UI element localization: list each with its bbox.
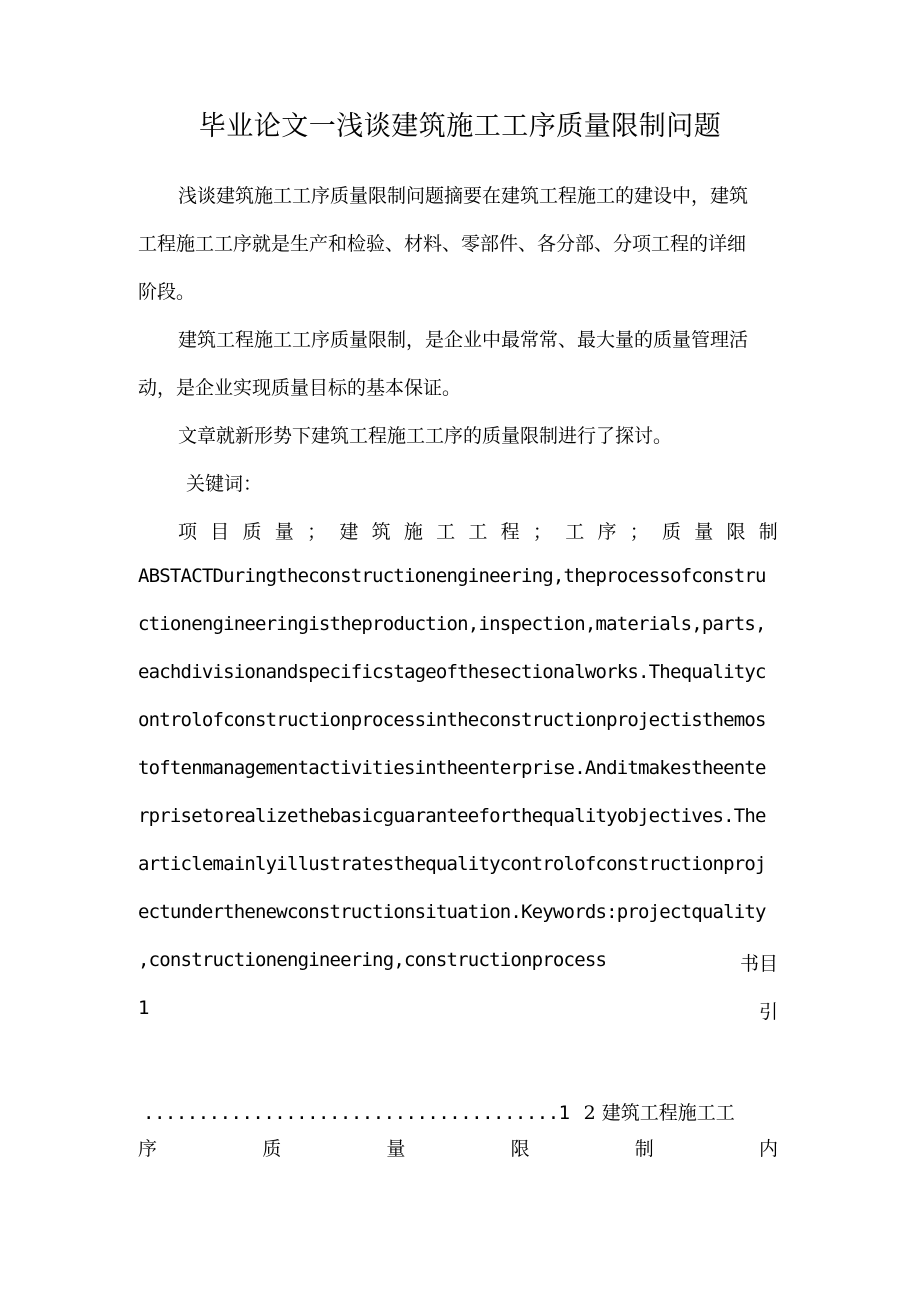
toc-char: 内 xyxy=(758,1138,778,1160)
keyword-char: 目 xyxy=(210,521,230,543)
toc-number-1: 1 xyxy=(138,997,150,1019)
last-english-line-row xyxy=(138,949,778,976)
keyword-char: 质 xyxy=(242,521,262,543)
keyword-char: ； xyxy=(307,521,327,543)
abstract-p2-line1: 建筑工程施工工序质量限制，是企业中最常常、最大量的质量管理活 xyxy=(178,329,749,351)
toc-char: 制 xyxy=(634,1138,654,1160)
abstract-p1-line2: 工程施工工序就是生产和检验、材料、零部件、各分部、分项工程的详细 xyxy=(138,233,747,255)
keyword-char: 建 xyxy=(339,521,359,543)
keyword-char: 施 xyxy=(403,521,423,543)
toc-row-1 xyxy=(138,997,778,1024)
keywords-label: 关键词： xyxy=(186,473,263,495)
abstract-p1-line3: 阶段。 xyxy=(138,281,196,303)
english-line: eachdivisionandspecificstageofthesectionalworks.Thequalityc xyxy=(138,661,766,683)
keyword-char: 筑 xyxy=(371,521,391,543)
keywords-line xyxy=(178,517,778,544)
keyword-char: 量 xyxy=(694,521,714,543)
abstract-p3: 文章就新形势下建筑工程施工工序的质量限制进行了探讨。 xyxy=(178,425,673,447)
keyword-char: 程 xyxy=(500,521,520,543)
english-line: toftenmanagementactivitiesintheenterprise.Anditmakestheente xyxy=(138,757,766,779)
abstract-p1-line1: 浅谈建筑施工工序质量限制问题摘要在建筑工程施工的建设中，建筑 xyxy=(178,185,749,207)
toc-dots: ......................................1 xyxy=(143,1102,570,1124)
keyword-char: 制 xyxy=(758,521,778,543)
toc-char: 限 xyxy=(510,1138,530,1160)
toc-row-2 xyxy=(143,1098,735,1125)
toc-char: 质 xyxy=(262,1138,282,1160)
english-line: rprisetorealizethebasicguaranteeforthequalityobjectives.The xyxy=(138,805,766,827)
toc-label: 书目 xyxy=(739,953,778,975)
keyword-char: 限 xyxy=(726,521,746,543)
english-line: ontrolofconstructionprocessintheconstructionprojectisthemos xyxy=(138,709,766,731)
english-line: articlemainlyillustratesthequalitycontrolofconstructionproj xyxy=(138,853,766,875)
toc-char: 量 xyxy=(386,1138,406,1160)
english-line: ectunderthenewconstructionsituation.Keywords:projectquality xyxy=(138,901,766,923)
keyword-char: 序 xyxy=(597,521,617,543)
toc-item-2-start: 2 建筑工程施工工 xyxy=(583,1102,735,1124)
keyword-char: ； xyxy=(532,521,552,543)
keyword-char: 工 xyxy=(468,521,488,543)
keyword-char: 量 xyxy=(274,521,294,543)
english-line: ctionengineeringistheproduction,inspection,materials,parts, xyxy=(138,613,766,635)
keyword-char: 项 xyxy=(178,521,198,543)
toc-item-1: 引 xyxy=(758,1001,778,1023)
abstract-p2-line2: 动，是企业实现质量目标的基本保证。 xyxy=(138,377,462,399)
keyword-char: 工 xyxy=(565,521,585,543)
english-line: ABSTACTDuringtheconstructionengineering,theprocessofconstru xyxy=(138,565,766,587)
last-english-line: ,constructionengineering,constructionprocess xyxy=(138,949,607,971)
document-title: 毕业论文一浅谈建筑施工工序质量限制问题 xyxy=(198,111,722,142)
toc-char: 序 xyxy=(138,1138,158,1160)
keyword-char: 质 xyxy=(661,521,681,543)
toc-row-3 xyxy=(138,1134,778,1161)
keyword-char: 工 xyxy=(436,521,456,543)
keyword-char: ； xyxy=(629,521,649,543)
